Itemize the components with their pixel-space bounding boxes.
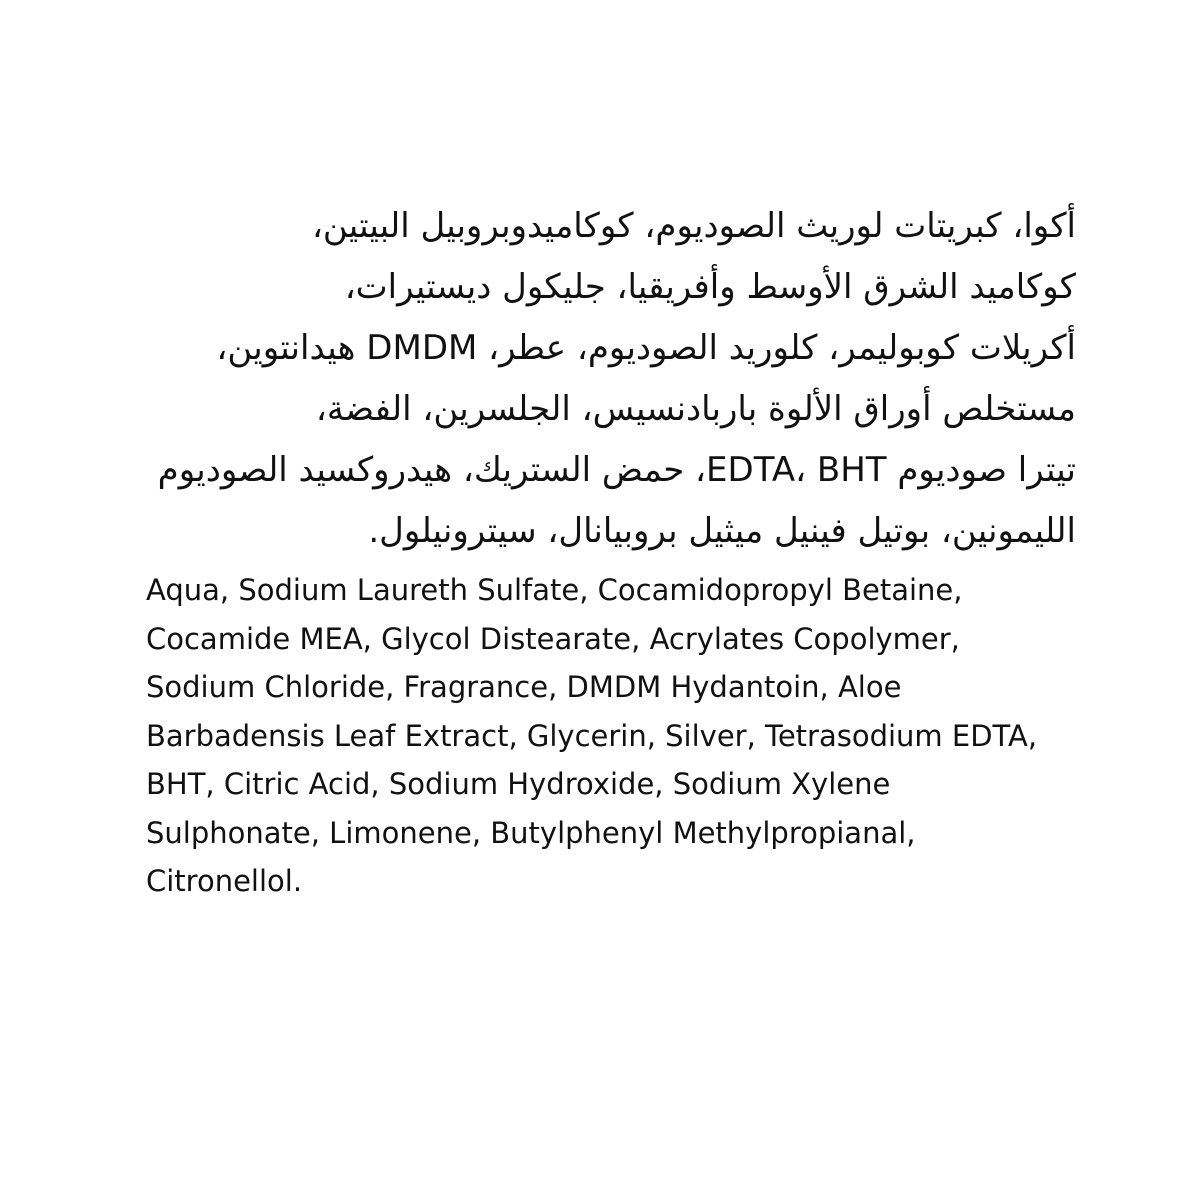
arabic-ingredients-line: أكريلات كوبوليمر، كلوريد الصوديوم، عطر، DMDM هيدانتوين، [216, 328, 1076, 368]
arabic-ingredients-line: الليمونين، بوتيل فينيل ميثيل بروبيانال، سيترونيلول. [368, 511, 1076, 551]
english-ingredients-line: Barbadensis Leaf Extract, Glycerin, Silver, Tetrasodium EDTA, [146, 718, 1038, 753]
arabic-ingredients-line: مستخلص أوراق الألوة باربادنسيس، الجلسرين، الفضة، [315, 389, 1076, 429]
arabic-ingredients-list [116, 196, 1076, 562]
english-ingredients-line: Sulphonate, Limonene, Butylphenyl Methylpropianal, [146, 815, 916, 850]
arabic-ingredients-line: كوكاميد الشرق الأوسط وأفريقيا، جليكول ديستيرات، [344, 267, 1076, 307]
english-ingredients-line: Aqua, Sodium Laureth Sulfate, Cocamidopropyl Betaine, [146, 573, 963, 607]
english-ingredients-line: BHT, Citric Acid, Sodium Hydroxide, Sodium Xylene [146, 767, 891, 801]
english-ingredients-line: Cocamide MEA, Glycol Distearate, Acrylates Copolymer, [146, 621, 960, 656]
english-ingredients-list [146, 566, 1086, 906]
english-ingredients-line: Sodium Chloride, Fragrance, DMDM Hydantoin, Aloe [146, 670, 902, 704]
arabic-ingredients-line: تيترا صوديوم EDTA، BHT، حمض الستريك، هيدروكسيد الصوديوم [157, 450, 1076, 490]
english-ingredients-line: Citronellol. [146, 864, 303, 898]
arabic-ingredients-line: أكوا، كبريتات لوريث الصوديوم، كوكاميدوبروبيل البيتين، [311, 206, 1076, 246]
